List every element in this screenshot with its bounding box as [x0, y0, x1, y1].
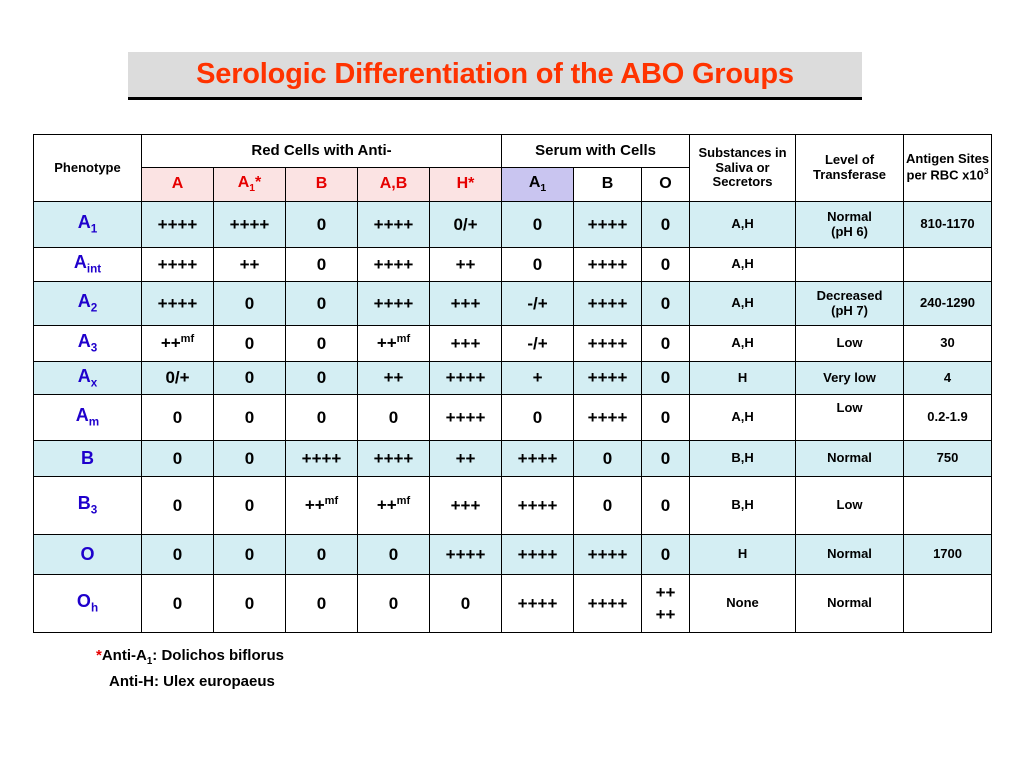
red-cell-reaction	[142, 202, 214, 248]
reaction-value: 0	[460, 593, 471, 613]
red-cell-reaction	[430, 326, 502, 362]
header-antigen-sites	[904, 135, 992, 202]
serum-reaction	[642, 202, 690, 248]
reaction-value: ++	[376, 334, 397, 354]
saliva-substances: A,H	[690, 395, 796, 441]
mixed-field-mark: mf	[324, 495, 339, 508]
transferase-line: (pH 7)	[831, 302, 868, 318]
mixed-field-mark: mf	[396, 333, 411, 346]
red-cell-reaction	[430, 535, 502, 575]
antigen-sites: 240-1290	[904, 282, 992, 326]
header-phenotype: Phenotype	[34, 135, 142, 202]
reaction-value: ++	[455, 448, 476, 468]
antigen-sites: 750	[904, 441, 992, 477]
serum-reaction	[574, 282, 642, 326]
reaction-value: +++	[450, 293, 481, 313]
table-row	[34, 477, 992, 535]
red-cell-reaction	[214, 326, 286, 362]
serum-value: 0	[602, 495, 613, 515]
table-row	[34, 282, 992, 326]
transferase-level	[796, 441, 904, 477]
serum-value: ++ ++	[655, 582, 676, 624]
title-banner	[128, 52, 862, 100]
serum-reaction	[574, 441, 642, 477]
serum-value: 0	[660, 448, 671, 468]
red-cell-reaction	[214, 202, 286, 248]
reaction-value: ++	[160, 334, 181, 354]
serum-value: ++++	[587, 593, 628, 613]
reaction-value: ++	[376, 496, 397, 516]
header-anti-base: B	[315, 175, 328, 193]
phenotype-cell	[34, 202, 142, 248]
saliva-substances: B,H	[690, 441, 796, 477]
serum-reaction	[574, 395, 642, 441]
red-cell-reaction	[214, 362, 286, 395]
serum-reaction	[642, 326, 690, 362]
reaction-value: ++	[455, 254, 476, 274]
reaction-value: 0	[172, 448, 183, 468]
reaction-value: ++	[383, 368, 404, 388]
phenotype-sub: 3	[90, 342, 98, 356]
reaction-value: ++++	[445, 407, 486, 427]
phenotype-cell	[34, 575, 142, 633]
reaction-value: 0	[388, 593, 399, 613]
transferase-level	[796, 326, 904, 362]
serum-value: ++++	[587, 214, 628, 234]
red-cell-reaction	[358, 441, 430, 477]
transferase-level	[796, 575, 904, 633]
transferase-line: Low	[836, 497, 863, 513]
header-serum-base: O	[659, 175, 672, 193]
red-cell-reaction	[286, 248, 358, 282]
header-substances: Substances in Saliva or Secretors	[690, 135, 796, 202]
red-cell-reaction	[430, 441, 502, 477]
serum-value: ++++	[517, 448, 558, 468]
reaction-value: ++	[304, 496, 325, 516]
red-cell-reaction	[286, 395, 358, 441]
red-cell-reaction	[286, 477, 358, 535]
serum-value: 0	[660, 293, 671, 313]
phenotype-name: A	[77, 331, 91, 352]
serum-value: 0	[532, 214, 543, 234]
red-cell-reaction	[286, 362, 358, 395]
red-cell-reaction	[358, 477, 430, 535]
reaction-value: ++++	[373, 214, 414, 234]
red-cell-reaction	[430, 362, 502, 395]
serum-reaction	[574, 248, 642, 282]
serum-reaction	[574, 575, 642, 633]
serum-value: -/+	[527, 333, 548, 353]
table-row	[34, 441, 992, 477]
saliva-substances: None	[690, 575, 796, 633]
reaction-value: 0	[316, 544, 327, 564]
phenotype-cell	[34, 326, 142, 362]
serum-reaction	[642, 248, 690, 282]
red-cell-reaction	[214, 441, 286, 477]
serum-value: 0	[602, 448, 613, 468]
serum-value: ++++	[587, 407, 628, 427]
transferase-level	[796, 395, 904, 441]
serum-reaction	[574, 202, 642, 248]
phenotype-name: A	[77, 291, 91, 312]
phenotype-name: B	[81, 448, 94, 469]
header-anti-base: H*	[456, 175, 475, 193]
phenotype-name: O	[80, 544, 95, 565]
serum-value: 0	[532, 407, 543, 427]
serum-value: 0	[660, 407, 671, 427]
red-cell-reaction	[286, 441, 358, 477]
red-cell-reaction	[358, 575, 430, 633]
red-cell-reaction	[214, 282, 286, 326]
red-cell-reaction	[214, 535, 286, 575]
reaction-value: ++++	[301, 448, 342, 468]
reaction-value: 0	[316, 293, 327, 313]
phenotype-cell	[34, 477, 142, 535]
red-cell-reaction	[214, 248, 286, 282]
reaction-value: 0	[316, 254, 327, 274]
reaction-value: 0	[388, 407, 399, 427]
serum-reaction	[502, 477, 574, 535]
header-serum-cell-0	[502, 168, 574, 202]
mixed-field-mark: mf	[180, 333, 195, 346]
serum-value: 0	[660, 254, 671, 274]
serum-reaction	[642, 282, 690, 326]
table-row	[34, 575, 992, 633]
red-cell-reaction	[358, 362, 430, 395]
serum-value: 0	[660, 333, 671, 353]
red-cell-reaction	[142, 441, 214, 477]
reaction-value: 0/+	[165, 368, 190, 388]
abo-table	[33, 134, 992, 633]
serum-value: +	[532, 368, 543, 388]
phenotype-name: A	[75, 405, 89, 426]
transferase-line: Normal	[827, 546, 872, 562]
serum-reaction	[502, 326, 574, 362]
footnote-line-1	[96, 646, 284, 672]
header-anti-base: A	[171, 175, 184, 193]
table-row	[34, 395, 992, 441]
footnote-sub: 1	[146, 656, 153, 667]
red-cell-reaction	[430, 575, 502, 633]
header-anti-4	[430, 168, 502, 202]
reaction-value: 0	[244, 495, 255, 515]
serum-value: -/+	[527, 293, 548, 313]
phenotype-name: B	[77, 493, 91, 514]
serum-reaction	[574, 326, 642, 362]
reaction-value: 0/+	[453, 214, 478, 234]
serum-value: ++++	[517, 593, 558, 613]
red-cell-reaction	[142, 282, 214, 326]
serum-reaction	[502, 248, 574, 282]
red-cell-reaction	[358, 395, 430, 441]
serum-reaction	[502, 575, 574, 633]
reaction-value: +++	[450, 495, 481, 515]
phenotype-cell	[34, 248, 142, 282]
reaction-value: ++++	[373, 293, 414, 313]
red-cell-reaction	[430, 282, 502, 326]
reaction-value: ++++	[445, 544, 486, 564]
red-cell-reaction	[286, 202, 358, 248]
header-anti-0	[142, 168, 214, 202]
transferase-line: Very low	[823, 369, 876, 385]
phenotype-cell	[34, 535, 142, 575]
serum-reaction	[574, 535, 642, 575]
transferase-level	[796, 362, 904, 395]
serum-reaction	[502, 441, 574, 477]
reaction-value: 0	[244, 368, 255, 388]
serum-reaction	[642, 575, 690, 633]
phenotype-name: A	[77, 365, 91, 386]
serum-value: ++++	[517, 495, 558, 515]
reaction-value: 0	[316, 368, 327, 388]
reaction-value: 0	[172, 544, 183, 564]
header-serum-cell-2	[642, 168, 690, 202]
header-serum-base: A	[528, 173, 541, 191]
serum-value: 0	[532, 254, 543, 274]
red-cell-reaction	[142, 535, 214, 575]
serum-reaction	[574, 477, 642, 535]
reaction-value: ++++	[373, 448, 414, 468]
reaction-value: 0	[172, 495, 183, 515]
reaction-value: 0	[244, 593, 255, 613]
transferase-line: Decreased	[816, 287, 883, 303]
red-cell-reaction	[358, 202, 430, 248]
antigen-sites: 30	[904, 326, 992, 362]
footnote	[96, 646, 284, 692]
antigen-sites	[904, 477, 992, 535]
header-serum-sub: 1	[540, 183, 547, 195]
serum-value: 0	[660, 368, 671, 388]
serum-value: ++++	[517, 544, 558, 564]
saliva-substances: A,H	[690, 282, 796, 326]
serum-reaction	[642, 362, 690, 395]
serum-value: 0	[660, 214, 671, 234]
red-cell-reaction	[214, 395, 286, 441]
reaction-value: ++++	[229, 214, 270, 234]
red-cell-reaction	[142, 477, 214, 535]
transferase-level	[796, 282, 904, 326]
antigen-sites: 0.2-1.9	[904, 395, 992, 441]
reaction-value: ++	[239, 254, 260, 274]
header-serum-cell-1	[574, 168, 642, 202]
transferase-line: Normal	[827, 595, 872, 611]
serum-reaction	[574, 362, 642, 395]
saliva-substances: H	[690, 535, 796, 575]
header-anti-2	[286, 168, 358, 202]
red-cell-reaction	[214, 575, 286, 633]
header-anti-sub: 1	[249, 183, 256, 195]
transferase-line: Low	[836, 400, 863, 415]
red-cell-reaction	[142, 362, 214, 395]
phenotype-sub: h	[90, 602, 99, 616]
red-cell-reaction	[286, 575, 358, 633]
reaction-value: ++++	[445, 368, 486, 388]
phenotype-cell	[34, 282, 142, 326]
red-cell-reaction	[358, 248, 430, 282]
reaction-value: ++++	[157, 293, 198, 313]
red-cell-reaction	[286, 535, 358, 575]
red-cell-reaction	[214, 477, 286, 535]
red-cell-reaction	[430, 248, 502, 282]
serum-reaction	[642, 535, 690, 575]
serum-reaction	[502, 202, 574, 248]
antigen-sites: 4	[904, 362, 992, 395]
serum-reaction	[642, 395, 690, 441]
serum-reaction	[502, 362, 574, 395]
antigen-sites	[904, 248, 992, 282]
footnote-dolichos: : Dolichos biflorus	[152, 647, 284, 664]
phenotype-sub: int	[86, 263, 102, 277]
phenotype-name: A	[73, 252, 87, 273]
reaction-value: 0	[172, 407, 183, 427]
header-red-cells: Red Cells with Anti-	[142, 135, 502, 168]
header-anti-suffix: *	[255, 173, 262, 191]
serum-reaction	[642, 441, 690, 477]
saliva-substances: H	[690, 362, 796, 395]
reaction-value: ++++	[157, 254, 198, 274]
phenotype-name: O	[76, 591, 91, 612]
footnote-star: *	[96, 647, 102, 664]
header-serum-base: B	[601, 175, 614, 193]
antigen-sites-label: Antigen Sites per RBC x10	[905, 151, 990, 183]
reaction-value: 0	[316, 407, 327, 427]
red-cell-reaction	[142, 326, 214, 362]
red-cell-reaction	[286, 282, 358, 326]
saliva-substances: A,H	[690, 248, 796, 282]
header-anti-1	[214, 168, 286, 202]
red-cell-reaction	[358, 535, 430, 575]
reaction-value: 0	[316, 593, 327, 613]
antigen-sites-exponent: 3	[983, 166, 989, 177]
phenotype-cell	[34, 362, 142, 395]
footnote-line-2: Anti-H: Ulex europaeus	[109, 673, 275, 690]
saliva-substances: A,H	[690, 202, 796, 248]
transferase-level	[796, 535, 904, 575]
reaction-value: 0	[244, 544, 255, 564]
antigen-sites: 810-1170	[904, 202, 992, 248]
reaction-value: 0	[244, 448, 255, 468]
table-row	[34, 326, 992, 362]
antigen-sites: 1700	[904, 535, 992, 575]
serum-reaction	[642, 477, 690, 535]
reaction-value: +++	[450, 333, 481, 353]
reaction-value: 0	[244, 333, 255, 353]
red-cell-reaction	[142, 395, 214, 441]
reaction-value: ++++	[157, 214, 198, 234]
serum-reaction	[502, 282, 574, 326]
serum-value: ++++	[587, 333, 628, 353]
phenotype-sub: 3	[90, 504, 98, 518]
header-anti-base: A	[237, 173, 250, 191]
header-anti-base: A,B	[379, 175, 408, 193]
red-cell-reaction	[142, 248, 214, 282]
saliva-substances: B,H	[690, 477, 796, 535]
serum-value: ++++	[587, 368, 628, 388]
serum-value: 0	[660, 544, 671, 564]
mixed-field-mark: mf	[396, 495, 411, 508]
reaction-value: 0	[244, 407, 255, 427]
phenotype-sub: x	[90, 376, 98, 390]
phenotype-cell	[34, 395, 142, 441]
transferase-line: (pH 6)	[831, 223, 868, 239]
table-row	[34, 202, 992, 248]
red-cell-reaction	[286, 326, 358, 362]
page-title: Serologic Differentiation of the ABO Groups	[196, 58, 794, 90]
serum-value: ++++	[587, 254, 628, 274]
red-cell-reaction	[358, 326, 430, 362]
phenotype-sub: 1	[90, 223, 98, 237]
phenotype-sub: m	[88, 416, 100, 430]
red-cell-reaction	[430, 477, 502, 535]
transferase-line: Normal	[827, 450, 872, 466]
reaction-value: 0	[316, 333, 327, 353]
reaction-value: 0	[244, 293, 255, 313]
table-row	[34, 535, 992, 575]
reaction-value: 0	[388, 544, 399, 564]
phenotype-sub: 2	[90, 302, 98, 316]
table-body	[34, 135, 992, 633]
table-row	[34, 362, 992, 395]
red-cell-reaction	[430, 202, 502, 248]
phenotype-name: A	[77, 212, 91, 233]
serum-reaction	[502, 395, 574, 441]
header-anti-3	[358, 168, 430, 202]
transferase-line: Low	[836, 335, 863, 351]
transferase-level	[796, 477, 904, 535]
reaction-value: 0	[316, 214, 327, 234]
serum-value: 0	[660, 495, 671, 515]
transferase-level	[796, 248, 904, 282]
table-row	[34, 248, 992, 282]
transferase-line: Normal	[827, 208, 872, 224]
transferase-level	[796, 202, 904, 248]
red-cell-reaction	[430, 395, 502, 441]
header-transferase: Level of Transferase	[796, 135, 904, 202]
red-cell-reaction	[142, 575, 214, 633]
phenotype-cell	[34, 441, 142, 477]
red-cell-reaction	[358, 282, 430, 326]
reaction-value: ++++	[373, 254, 414, 274]
saliva-substances: A,H	[690, 326, 796, 362]
antigen-sites	[904, 575, 992, 633]
serum-reaction	[502, 535, 574, 575]
serum-value: ++++	[587, 293, 628, 313]
footnote-anti-a1: Anti-A	[101, 647, 147, 664]
reaction-value: 0	[172, 593, 183, 613]
serum-value: ++++	[587, 544, 628, 564]
header-serum: Serum with Cells	[502, 135, 690, 168]
